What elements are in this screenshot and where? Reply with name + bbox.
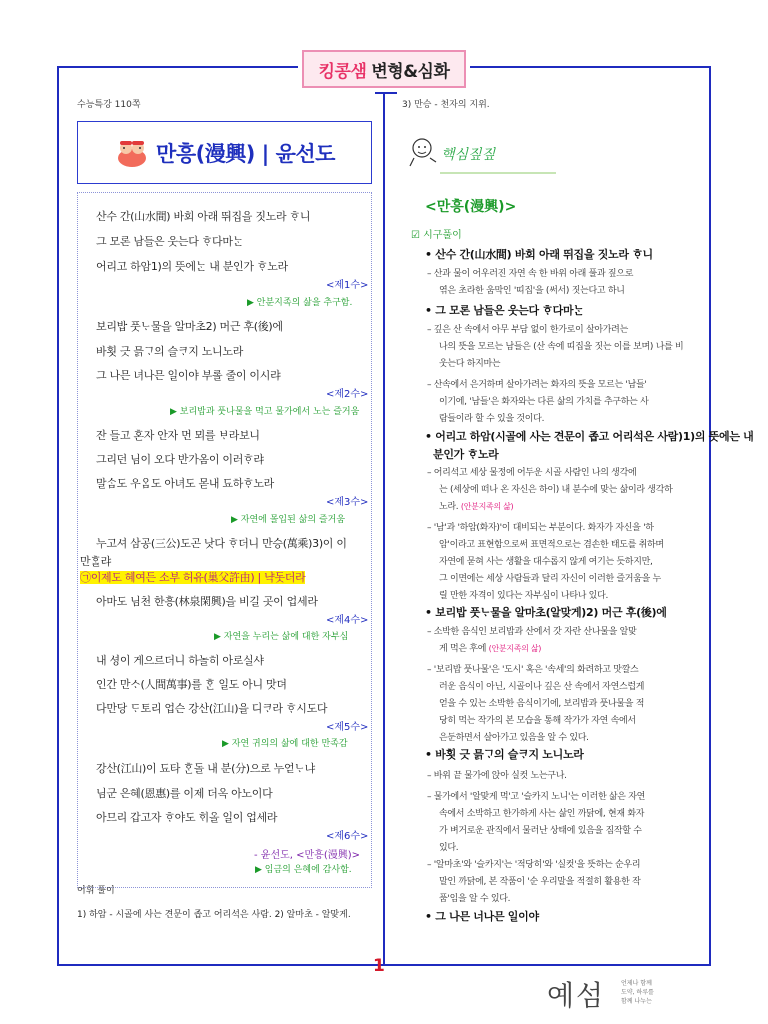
column-divider [383,92,385,966]
explanation-line: 웃는다 하지마는 [439,359,501,369]
banner-brand: 킹콩샘 [318,61,367,82]
pointing-character-icon [406,136,438,170]
vocab-line: 1) 하암 - 시골에 사는 견문이 좁고 어리석은 사람. 2) 알마초 - 알맞게. [77,910,351,920]
verse-point: • 어리고 하암(시골에 사는 견문이 좁고 어리석은 사람)1)의 뜻에는 내 [425,430,754,443]
explanation-line: – '알마초'와 '슬카지'는 '적당히'와 '실컷'을 뜻하는 순우리 [427,860,641,870]
stanza-tag: <제6수> [326,831,369,842]
poem-line: 보리밥 풋ᄂᆞ물을 알마초2) 머근 후(後)에 [96,320,283,333]
poem-line: 그 나믄 녀나믄 일이야 부롤 줄이 이시랴 [96,369,281,382]
explanation-line: – 깊은 산 속에서 아무 부담 없이 한가로이 살아가려는 [427,325,628,335]
poem-line: 님군 은혜(恩惠)를 이제 더옥 아노이다 [96,787,273,800]
explanation-line: 말인 까닭에, 본 작품이 '순 우리말을 적절히 활용한 작 [439,877,641,887]
triangle-icon: ▶ [222,739,232,749]
triangle-icon: ▶ [214,632,224,642]
poem-line: 다만당 ᄃᆞ토리 업슨 강산(江山)을 디ᄏᆞ라 ᄒᆞ시도다 [96,702,328,715]
explanation-line: 자연에 묻혀 사는 생활을 대수롭지 않게 여기는 듯하지만, [439,557,653,567]
poem-line: 잔 들고 혼자 안자 먼 뫼를 ᄇᆞ라보니 [96,429,260,442]
handwritten-note: (안분지족의 삶) [488,644,542,653]
poem-line: 누고셔 삼공(三公)도곤 낫다 ᄒᆞ더니 만승(萬乘)3)이 이 [96,537,347,550]
source-label: 수능특강 110쪽 [77,100,141,110]
verse-point: 분인가 ᄒᆞ노라 [433,448,499,461]
heading-underline [440,172,556,174]
explanation-line: 노라. (안분지족의 삶) [439,502,514,512]
explanation-line: 가 벼거로운 관직에서 물러난 상태에 있음을 짐작할 수 [439,826,642,836]
poem-line: 그 모론 남들은 웃는다 ᄒᆞ다마ᄂᆞᆫ [96,235,244,248]
explanation-line: 은둔하면서 살아가고 있음을 알 수 있다. [439,733,589,743]
explanation-line: 있다. [439,843,459,853]
explanation-line: 람들이라 할 수 있을 것이다. [439,414,545,424]
mascot-icon [114,138,150,168]
stanza-tag: <제2수> [326,389,369,400]
verse-point: • 그 나믄 너나믄 일이야 [425,910,539,923]
explanation-line: – 산과 물이 어우러진 자연 속 한 바위 아래 풀과 짚으로 [427,269,634,279]
publisher-logo: 예섬 [547,979,606,1012]
poem-line: 인간 만ᄉᆞ(人間萬事)를 ᄒᆞᆫ 일도 아니 맛뎌 [96,678,287,691]
explanation-line: 러운 음식이 아닌, 시골이나 깊은 산 속에서 자연스럽게 [439,682,645,692]
poem-line: 아마도 님천 한흥(林泉閑興)을 비길 곳이 업세라 [96,595,318,608]
stanza-tag: <제1수> [326,280,369,291]
explanation-line: 게 먹은 후에 (안분지족의 삶) [439,644,542,654]
explanation-line: 나의 뜻을 모르는 남들은 (산 속에 띠집을 짓는 이를 보며) 나를 비 [439,342,684,352]
explanation-line: 속에서 소박하고 한가하게 사는 삶인 까닭에, 현재 화자 [439,809,645,819]
verse-point: • 바횟 긋 믉ᄀᆞ의 슬ᄏᆞ지 노니노라 [425,748,584,761]
verse-point: • 산수 간(山水間) 바회 아래 뛰집을 짓노라 ᄒᆞ니 [425,248,653,261]
poem-line: 말ᄉᆞᆷ도 우ᄋᆞᆷ도 아녀도 몯내 됴하ᄒᆞ노라 [96,477,275,490]
key-points-heading: 핵심짚짚 [441,147,496,163]
explanation-line: – 어리석고 세상 물정에 어두운 시골 사람인 나의 생각에 [427,468,637,478]
explanation-line: 암'이라고 표현함으로써 표면적으로는 겸손한 태도를 취하며 [439,540,664,550]
explanation-line: – 바위 끝 물가에 앉아 실컷 노는구나. [427,771,567,781]
explanation-line: 는 (세상에 떠나 온 자신은 하이) 내 분수에 맞는 삶이라 생각하 [439,485,673,495]
explanation-line: 품'임을 알 수 있다. [439,894,511,904]
explanation-line: 그 이면에는 세상 사람들과 달리 자신이 이러한 즐거움을 누 [439,574,661,584]
explanation-line: 이기에, '남들'은 화자와는 다른 삶의 가치를 추구하는 사 [439,397,649,407]
explanation-line: – 소박한 음식인 보리밥과 산에서 갓 자란 산나물을 알맞 [427,627,637,637]
verse-point: • 그 모론 남들은 웃는다 ᄒᆞ다마ᄂᆞᆫ [425,304,584,317]
divider-tick [375,92,385,94]
poem-line: 아므리 갑고자 ᄒᆞ야도 ᄒᆡ올 일이 업세라 [96,811,278,824]
triangle-icon: ▶ [255,865,265,875]
explanation-line: – 산속에서 은거하며 살아가려는 화자의 뜻을 모르는 '남들' [427,380,647,390]
stanza-tag: <제4수> [326,615,369,626]
handwritten-note: (안분지족의 삶) [460,502,514,511]
stanza-note: ▶ 안분지족의 삶을 추구함. [247,298,353,308]
logo-tagline: 언제나 함께 도약, 하루를 함께 나누는 [621,980,654,1005]
poem-line: 바횟 긋 믉ᄀᆞ의 슬ᄏᆞ지 노니노라 [96,345,244,358]
footnote-continued: 3) 만승 - 천자의 지위. [402,100,490,110]
stanza-note: ▶ 자연 귀의의 삶에 대한 만족감 [222,739,348,749]
stanza-note: ▶ 보리밥과 풋나물을 먹고 물가에서 노는 즐거움 [170,407,360,417]
vocab-heading: 어휘 풀이 [77,886,115,896]
poem-line: 산수 간(山水間) 바회 아래 뛰집을 짓노라 ᄒᆞ니 [96,210,311,223]
verse-point: • 보리밥 풋ᄂᆞ물을 알마초(알맞게)2) 머근 후(後)에 [425,606,667,619]
author-credit: - 윤선도, <만흥(漫興)> [254,850,361,861]
explanation-line: – '보리밥 풋나물'은 '도시' 혹은 '속세'의 화려하고 맛깔스 [427,665,639,675]
poem-line: 어리고 하암1)의 뜻에ᄂᆞᆫ 내 분인가 ᄒᆞ노라 [96,260,288,273]
page-number: 1 [373,956,385,976]
triangle-icon: ▶ [247,298,257,308]
poem-line: 그리던 님이 오다 반가옴이 이러ᄒᆞ랴 [96,453,264,466]
section-title: <만흥(漫興)> [425,199,517,215]
triangle-icon: ▶ [170,407,180,417]
explanation-line: 릴 만한 자격이 있다는 자부심이 나타나 있다. [439,591,609,601]
explanation-line: 엮은 초라한 움막인 '띠집'을 (써서) 짓는다고 하니 [439,286,625,296]
explanation-line: – 물가에서 '알맞게 먹'고 '슬카지 노니'는 이러한 삶은 자연 [427,792,646,802]
poem-title: 만흥(漫興) | 윤선도 [156,141,335,166]
header-banner [302,50,466,88]
triangle-icon: ▶ [231,515,241,525]
poem-line-highlight: ㉠이제도 혜여든 소부 허유(巢父許由) | 냑돗더라 [80,571,306,584]
explanation-line: – '남'과 '하암(화자)'이 대비되는 부분이다. 화자가 자신을 '하 [427,523,654,533]
poem-line: 강산(江山)이 됴타 ᄒᆞᆫ돌 내 분(分)으로 누얻ᄂᆞ냐 [96,762,315,775]
explanation-line: 얻을 수 있는 소박한 음식이기에, 보리밥과 풋나물을 적 [439,699,645,709]
banner-subtitle: 변형&심화 [371,61,450,82]
title-box [77,121,372,184]
poem-line: 내 셩이 게으르더니 하놀히 아로실샤 [96,654,264,667]
stanza-tag: <제5수> [326,722,369,733]
stanza-tag: <제3수> [326,497,369,508]
stanza-note: ▶ 자연에 몰입된 삶의 즐거움 [231,515,346,525]
stanza-note: ▶ 임금의 은혜에 감사함. [255,865,352,875]
divider-tick [385,92,397,94]
poem-line: 만ᄒᆞᆯ랴 [80,555,111,568]
checkbox-heading: ☑ 시구풀이 [411,230,462,241]
explanation-line: 당히 먹는 작가의 본 모습을 통해 작가가 자연 속에서 [439,716,636,726]
stanza-note: ▶ 자연을 누리는 삶에 대한 자부심 [214,632,349,642]
